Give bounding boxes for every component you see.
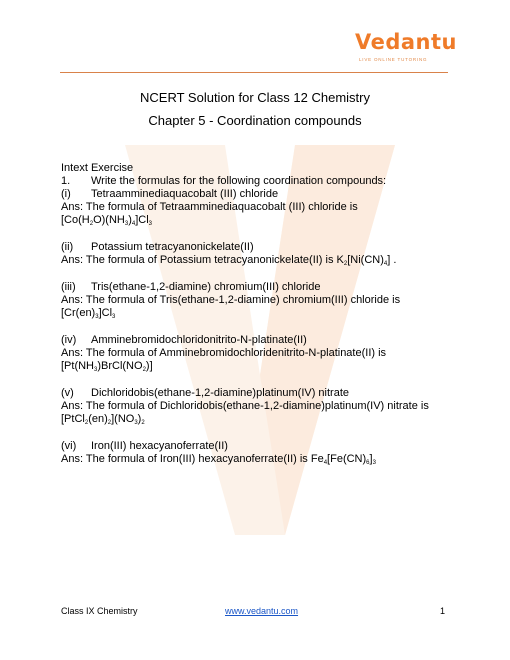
- answer-line: Ans: The formula of Iron(III) hexacyanoferrate(II) is $Fe_4[Fe(CN)_6]_3$: [61, 453, 376, 466]
- logo-tagline: LIVE ONLINE TUTORING: [359, 57, 428, 62]
- item-name-line: (v) Dichloridobis(ethane-1,2-diamine)platinum(IV) nitrate: [61, 387, 350, 399]
- item-name-line: (iii) Tris(ethane-1,2-diamine) chromium(III) chloride: [61, 281, 321, 293]
- answer-line: Ans: The formula of Dichloridobis(ethane-1,2-diamine)platinum(IV) nitrate is: [61, 400, 429, 412]
- compound-name: Dichloridobis(ethane-1,2-diamine)platinum(IV) nitrate: [91, 387, 350, 399]
- question-text: Write the formulas for the following coordination compounds:: [91, 175, 387, 187]
- item-name-line: (vi) Iron(III) hexacyanoferrate(II): [61, 440, 228, 452]
- answer-line: Ans: The formula of Tris(ethane-1,2-diamine) chromium(III) chloride is: [61, 294, 401, 306]
- question-number: 1.: [61, 175, 71, 187]
- logo-name: Vedantu: [355, 30, 457, 54]
- item-name-line: (i) Tetraamminediaquacobalt (III) chloride: [61, 188, 279, 200]
- item-name-line: (iv) Amminebromidochloridonitrito-N-platinate(II): [61, 334, 307, 346]
- formula: $K_2[Ni(CN)_4]$: [336, 254, 391, 267]
- answer-line: Ans: The formula of Tetraamminediaquacobalt (III) chloride is: [61, 201, 358, 213]
- compound-name: Tetraamminediaquacobalt (III) chloride: [91, 188, 279, 200]
- item-name-line: (ii) Potassium tetracyanonickelate(II): [61, 241, 254, 253]
- compound-name: Potassium tetracyanonickelate(II): [91, 241, 254, 253]
- formula: $[Co(H_2O)(NH_3)_4]Cl_3$: [61, 214, 153, 227]
- document-title: NCERT Solution for Class 12 Chemistry: [140, 90, 370, 105]
- chapter-title: Chapter 5 - Coordination compounds: [148, 113, 362, 128]
- section-heading: Intext Exercise: [61, 162, 134, 174]
- footer-website-link[interactable]: www.vedantu.com: [225, 606, 299, 616]
- compound-name: Tris(ethane-1,2-diamine) chromium(III) chloride: [91, 281, 321, 293]
- answer-line: Ans: The formula of Potassium tetracyanonickelate(II) is $K_2[Ni(CN)_4]$ .: [61, 254, 397, 267]
- header-rule: [60, 72, 448, 73]
- footer-class-label: Class IX Chemistry: [61, 606, 138, 616]
- formula: $[PtCl_2(en)_2](NO_3)_2$: [61, 413, 145, 426]
- answer-line: Ans: The formula of Amminebromidochloridenitrito-N-platinate(II) is: [61, 347, 387, 359]
- formula: $[Pt(NH_3)BrCl(NO_2)]$: [61, 360, 153, 373]
- formula: $[Cr(en)_3]Cl_3$: [61, 307, 116, 320]
- page-number: 1: [440, 606, 446, 616]
- question-line: [61, 175, 461, 188]
- compound-name: Iron(III) hexacyanoferrate(II): [91, 440, 228, 452]
- exercise-body: [61, 162, 461, 466]
- compound-name: Amminebromidochloridonitrito-N-platinate(II): [91, 334, 307, 346]
- vedantu-logo: [355, 30, 457, 64]
- formula: $Fe_4[Fe(CN)_6]_3$: [310, 453, 376, 466]
